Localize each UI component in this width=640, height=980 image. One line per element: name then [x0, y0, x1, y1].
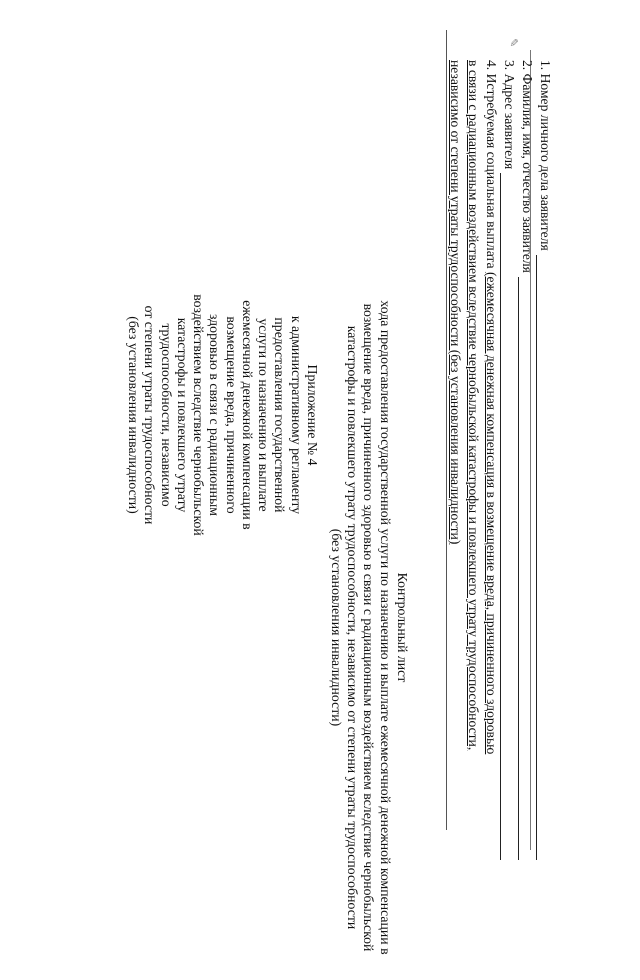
appendix-line: воздействием вследствие чернобыльской: [191, 294, 207, 536]
appendix-line: к административному регламенту: [288, 315, 304, 515]
appendix-line: от степени утраты трудоспособности: [142, 305, 158, 525]
appendix-line: здоровью в связи с радиационным: [207, 313, 223, 517]
checklist-subtitle-line: катастрофы и повлекшего утрату трудоспособности, независимо от степени утраты трудоспособности: [345, 325, 361, 930]
field-address: [500, 60, 518, 860]
full-name-input-line[interactable]: [518, 277, 532, 860]
field-case-number: [536, 60, 554, 860]
field-full-name: [518, 60, 536, 860]
checklist-subtitle-line: хода предоставления государственной услуги по назначению и выплате ежемесячной денежной компенсации в: [377, 300, 393, 955]
field-label: 4. Истребуемая социальная выплата: [484, 60, 499, 269]
appendix-line: Приложение № 4: [305, 364, 320, 466]
applicant-fields: [446, 60, 554, 860]
appendix-line: (без установления инвалидности): [126, 316, 142, 514]
appendix-line: трудоспособности, независимо: [158, 323, 174, 507]
scan-mark-icon: ✎: [507, 38, 519, 48]
payment-value: в связи с радиационным воздействием вследствие чернобыльской катастрофы и повлекшего утрату трудоспособности,: [466, 60, 481, 751]
payment-value: независимо от степени утраты трудоспособности (без установления инвалидности): [448, 60, 463, 545]
field-label: 2. Фамилия, имя, отчество заявителя: [520, 60, 535, 273]
case-number-input-line[interactable]: [536, 255, 550, 860]
checklist-heading: [328, 275, 410, 980]
checklist-subtitle-line: возмещение вреда, причиненного здоровью в связи с радиационным воздействием вследствие чернобыльской: [361, 303, 377, 952]
appendix-line: катастрофы и повлекшего утрату: [174, 317, 190, 513]
appendix-header: [125, 55, 320, 775]
field-social-payment: [446, 60, 500, 860]
appendix-line: возмещение вреда, причиненного: [223, 316, 239, 514]
checklist-title: Контрольный лист: [395, 572, 410, 683]
address-input-line[interactable]: [500, 173, 514, 860]
field-label: 1. Номер личного дела заявителя: [538, 60, 553, 251]
appendix-line: услуги по назначению и выплате: [256, 318, 272, 512]
checklist-subtitle-line: (без установления инвалидности): [328, 528, 344, 727]
payment-value: (ежемесячная денежная компенсация в возмещение вреда, причиненного здоровью: [484, 271, 499, 755]
field-label: 3. Адрес заявителя: [502, 60, 517, 170]
appendix-line: предоставления государственной: [272, 317, 288, 513]
appendix-line: ежемесячной денежной компенсации в: [239, 300, 255, 530]
